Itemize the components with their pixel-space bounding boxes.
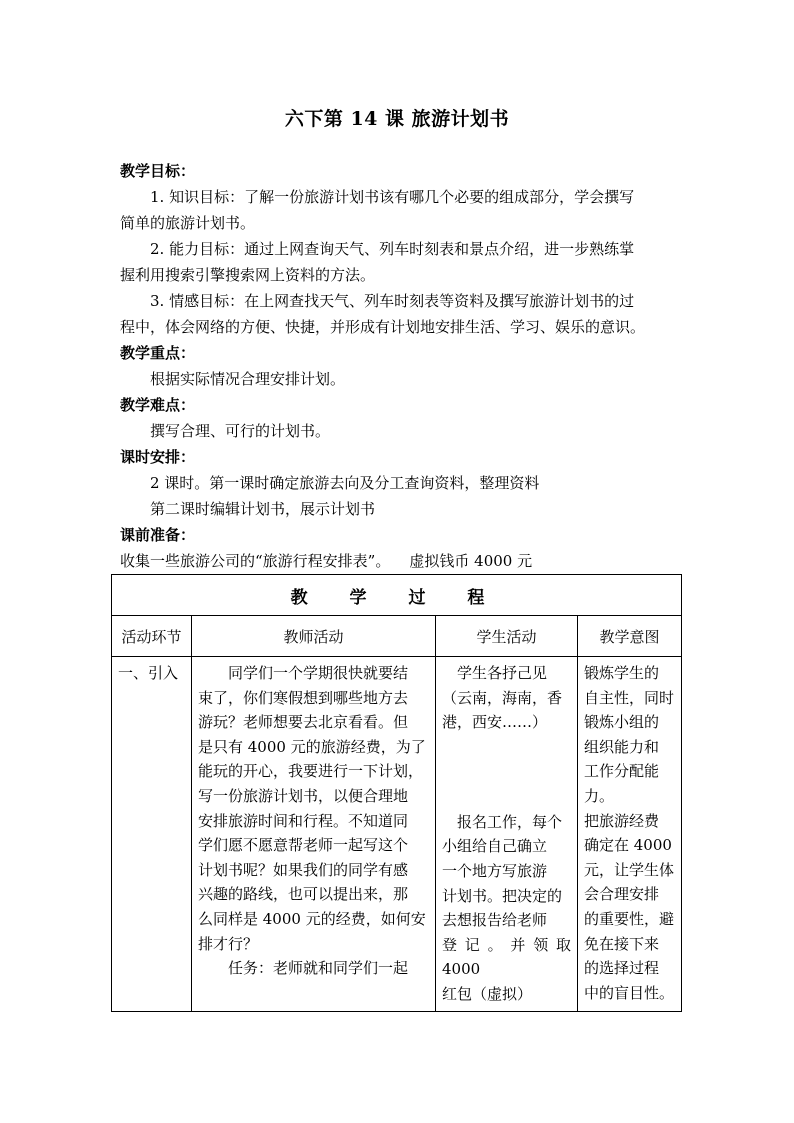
student-line: 报名工作，每个 — [457, 812, 563, 831]
student-line: （云南，海南，香 — [442, 688, 563, 707]
intent-line: 力。 — [584, 786, 615, 805]
intent-line: 工作分配能 — [584, 762, 660, 781]
teacher-line: 兴趣的路线，也可以提出来，那 — [198, 885, 409, 904]
prep-heading: 课前准备： — [120, 526, 196, 544]
key-heading: 教学重点： — [120, 344, 196, 362]
intent-line: 锻炼学生的 — [584, 664, 660, 682]
teacher-line: 排才行？ — [198, 934, 259, 953]
student-line: 港，西安……） — [442, 713, 548, 732]
intent-line: 组织能力和 — [584, 737, 660, 756]
intent-line: 中的盲目性。 — [584, 983, 675, 1002]
student-line: 红包（虚拟） — [442, 984, 533, 1003]
process-table — [111, 574, 682, 1012]
teacher-line: 游玩？老师想要去北京看看。但 — [198, 713, 409, 732]
goal-1-line-2: 简单的旅游计划书。 — [120, 214, 256, 232]
difficulty-heading: 教学难点： — [120, 396, 196, 414]
lesson-title: 六下第 14 课 旅游计划书 — [284, 108, 510, 130]
header-teacher: 教师活动 — [192, 616, 436, 657]
header-student: 学生活动 — [436, 616, 578, 657]
stage-label: 一、引入 — [118, 664, 179, 682]
teacher-line: 学们愿不愿意帮老师一起写这个 — [198, 836, 409, 855]
intent-cell — [578, 657, 682, 1012]
schedule-line-2: 第二课时编辑计划书，展示计划书 — [150, 500, 376, 518]
header-intent: 教学意图 — [578, 616, 682, 657]
intent-line: 免在接下来 — [584, 934, 660, 953]
schedule-line-1: 2 课时。第一课时确定旅游去向及分工查询资料，整理资料 — [150, 474, 540, 492]
intent-line: 自主性，同时 — [584, 688, 675, 707]
teacher-line: 写一份旅游计划书，以便合理地 — [198, 786, 409, 805]
teacher-line: 安排旅游时间和行程。不知道同 — [198, 811, 409, 830]
goal-1-line-1: 1. 知识目标：了解一份旅游计划书该有哪几个必要的组成部分，学会撰写 — [150, 188, 635, 206]
intent-line: 元，让学生体 — [584, 860, 675, 879]
intent-line: 确定在 4000 — [584, 836, 672, 855]
intent-line: 的重要性，避 — [584, 909, 675, 928]
key-text: 根据实际情况合理安排计划。 — [150, 370, 346, 388]
student-line: 小组给自己确立 — [442, 837, 548, 856]
goal-3-line-1: 3. 情感目标：在上网查找天气、列车时刻表等资料及撰写旅游计划书的过 — [150, 292, 635, 310]
student-line: 去想报告给老师 — [442, 911, 548, 930]
goal-2-line-2: 握利用搜索引擎搜索网上资料的方法。 — [120, 266, 376, 284]
student-cell — [436, 657, 578, 1012]
teacher-line: 同学们一个学期很快就要结 — [228, 664, 409, 682]
intent-line: 把旅游经费 — [584, 811, 660, 830]
teacher-line: 任务：老师就和同学们一起 — [228, 959, 409, 978]
header-stage: 活动环节 — [112, 616, 192, 657]
intent-line: 锻炼小组的 — [584, 713, 660, 732]
student-line: 计划书。把决定的 — [442, 886, 563, 905]
teacher-cell — [192, 657, 436, 1012]
prep-text: 收集一些旅游公司的“旅游行程安排表”。 虚拟钱币 4000 元 — [120, 552, 533, 570]
teacher-line: 计划书呢？如果我们的同学有感 — [198, 860, 409, 879]
difficulty-text: 撰写合理、可行的计划书。 — [150, 422, 331, 440]
student-line: 一个地方写旅游 — [442, 861, 548, 880]
teacher-line: 是只有 4000 元的旅游经费，为了 — [198, 737, 426, 756]
teacher-line: 能玩的开心，我要进行一下计划， — [198, 762, 424, 781]
intent-line: 的选择过程 — [584, 959, 660, 978]
intent-line: 会合理安排 — [584, 885, 660, 904]
student-line: 登记。并领取 4000 — [442, 935, 571, 979]
process-title: 教 学 过 程 — [112, 575, 682, 616]
stage-cell — [112, 657, 192, 1012]
teacher-line: 束了，你们寒假想到哪些地方去 — [198, 688, 409, 707]
teacher-line: 么同样是 4000 元的经费，如何安 — [198, 909, 426, 928]
goal-3-line-2: 程中，体会网络的方便、快捷，并形成有计划地安排生活、学习、娱乐的意识。 — [120, 318, 646, 336]
goal-2-line-1: 2. 能力目标：通过上网查询天气、列车时刻表和景点介绍，进一步熟练掌 — [150, 240, 635, 258]
table-row — [112, 657, 682, 1012]
schedule-heading: 课时安排： — [120, 448, 196, 466]
goals-heading: 教学目标： — [120, 162, 196, 180]
student-line: 学生各抒己见 — [457, 664, 548, 682]
